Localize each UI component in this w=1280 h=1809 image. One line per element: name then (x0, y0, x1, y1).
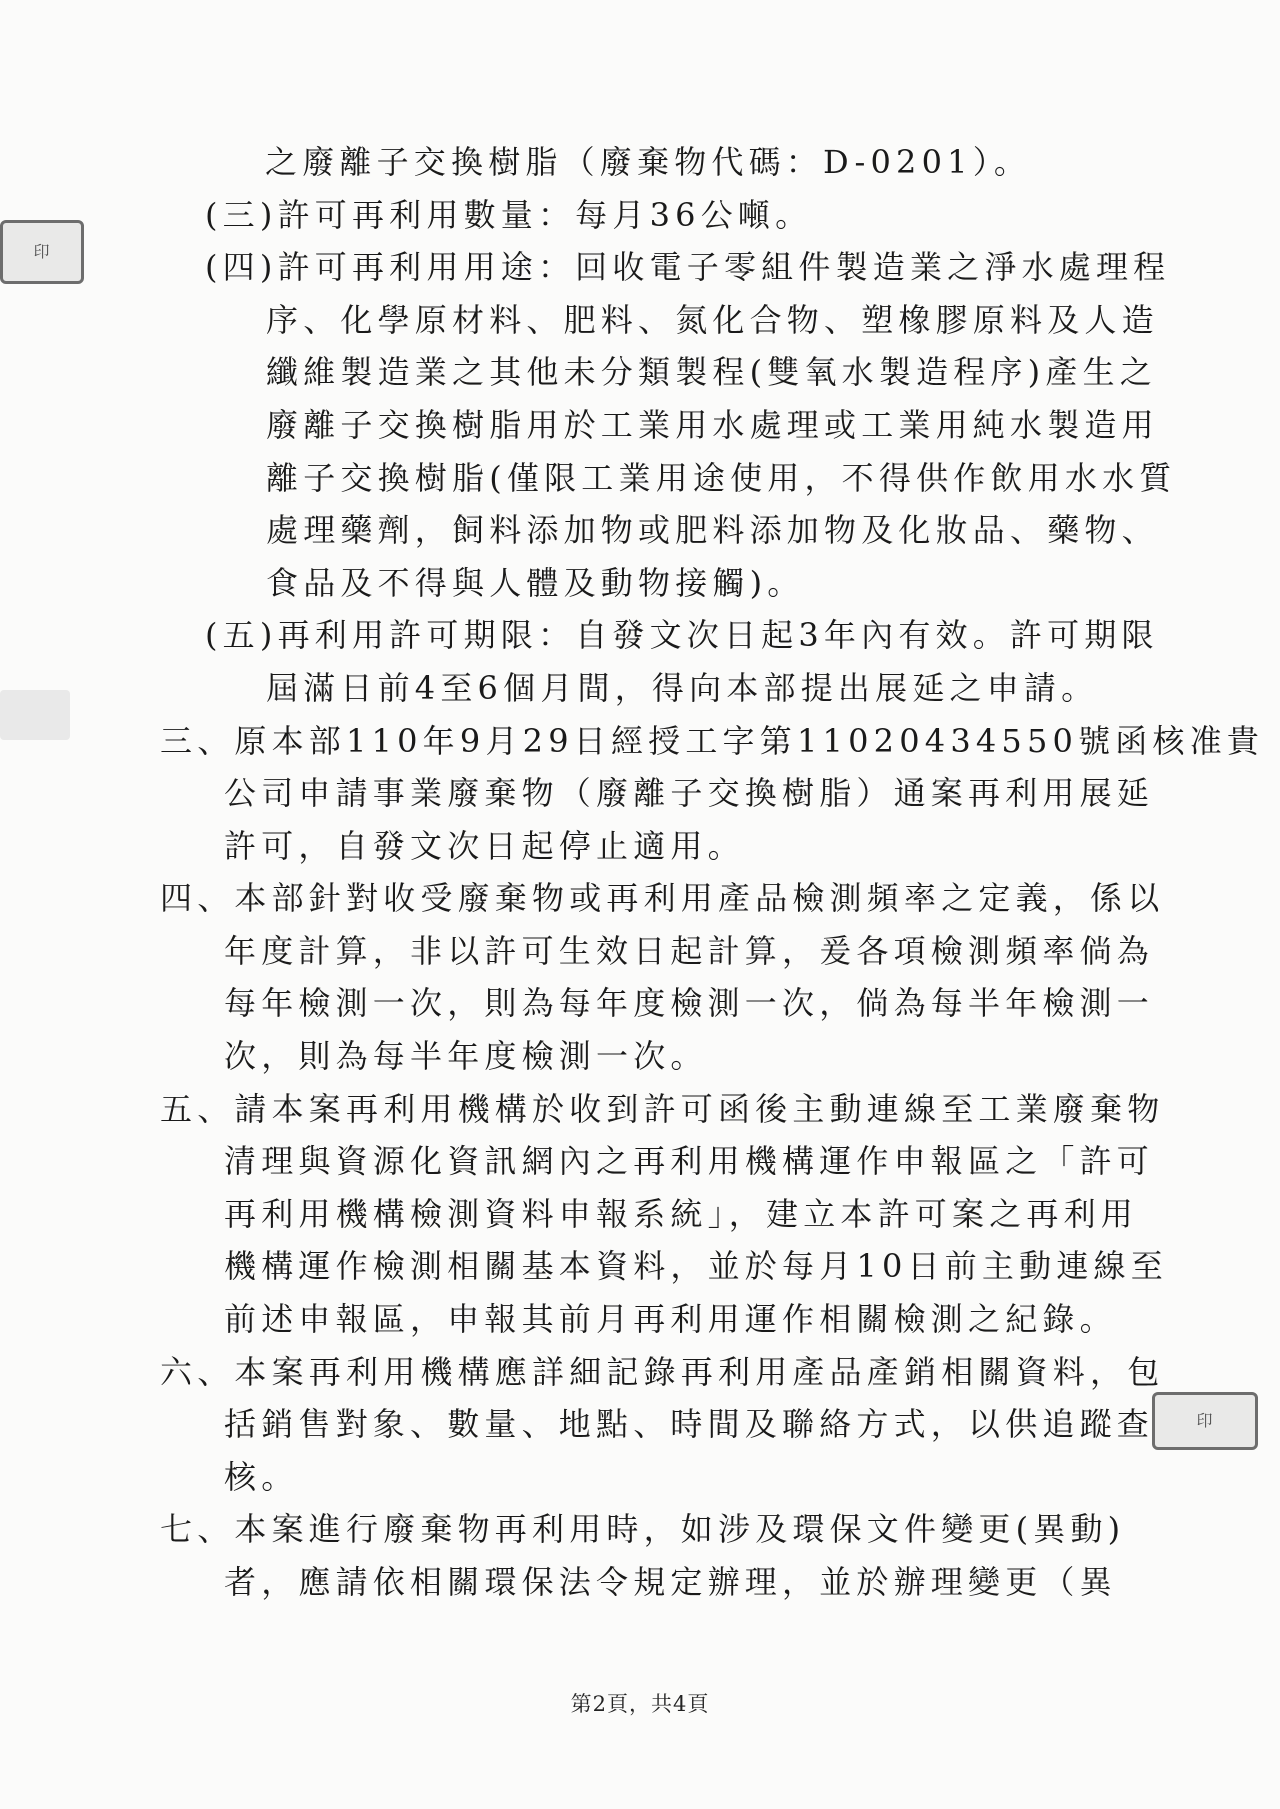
document-line: 廢離子交換樹脂用於工業用水處理或工業用純水製造用 (266, 406, 1159, 444)
document-line: 次，則為每半年度檢測一次。 (224, 1037, 708, 1075)
document-line: 之廢離子交換樹脂（廢棄物代碼：D-0201）。 (265, 143, 1032, 181)
document-line: 許可，自發文次日起停止適用。 (224, 827, 745, 865)
document-line: (四)許可再利用用途：回收電子零組件製造業之淨水處理程 (205, 248, 1171, 286)
seal-left-icon: 印 (0, 220, 84, 284)
document-line: (三)許可再利用數量：每月36公噸。 (205, 196, 813, 234)
document-line: 前述申報區，申報其前月再利用運作相關檢測之紀錄。 (224, 1300, 1117, 1338)
document-line: 三、原本部110年9月29日經授工字第11020434550號函核准貴 (160, 722, 1265, 760)
document-line: 食品及不得與人體及動物接觸)。 (266, 564, 805, 602)
document-line: 四、本部針對收受廢棄物或再利用產品檢測頻率之定義，係以 (160, 879, 1165, 917)
document-line: 公司申請事業廢棄物（廢離子交換樹脂）通案再利用展延 (224, 774, 1155, 812)
document-line: 機構運作檢測相關基本資料，並於每月10日前主動連線至 (224, 1247, 1168, 1285)
document-line: 年度計算，非以許可生效日起計算，爰各項檢測頻率倘為 (224, 932, 1155, 970)
document-line: 序、化學原材料、肥料、氮化合物、塑橡膠原料及人造 (266, 301, 1159, 339)
document-line: 括銷售對象、數量、地點、時間及聯絡方式，以供追蹤查 (224, 1405, 1155, 1443)
document-line: 七、本案進行廢棄物再利用時，如涉及環保文件變更(異動) (160, 1510, 1126, 1548)
document-line: 屆滿日前4至6個月間，得向本部提出展延之申請。 (266, 669, 1099, 707)
document-line: 六、本案再利用機構應詳細記錄再利用產品產銷相關資料，包 (160, 1353, 1165, 1391)
document-line: 清理與資源化資訊網內之再利用機構運作申報區之「許可 (224, 1142, 1155, 1180)
scan-smudge (0, 690, 70, 740)
document-line: 纖維製造業之其他未分類製程(雙氧水製造程序)產生之 (266, 353, 1157, 391)
document-line: 離子交換樹脂(僅限工業用途使用，不得供作飲用水水質 (266, 459, 1177, 497)
page-number: 第2頁，共4頁 (570, 1692, 710, 1716)
document-line: 核。 (224, 1458, 299, 1496)
document-line: 者，應請依相關環保法令規定辦理，並於辦理變更（異 (224, 1563, 1117, 1601)
document-line: 再利用機構檢測資料申報系統」，建立本許可案之再利用 (224, 1195, 1139, 1233)
document-line: 五、請本案再利用機構於收到許可函後主動連線至工業廢棄物 (160, 1090, 1165, 1128)
seal-right-icon: 印 (1152, 1392, 1258, 1450)
document-line: 處理藥劑，飼料添加物或肥料添加物及化妝品、藥物、 (266, 511, 1159, 549)
document-line: (五)再利用許可期限：自發文次日起3年內有效。許可期限 (205, 616, 1159, 654)
document-line: 每年檢測一次，則為每年度檢測一次，倘為每半年檢測一 (224, 984, 1155, 1022)
